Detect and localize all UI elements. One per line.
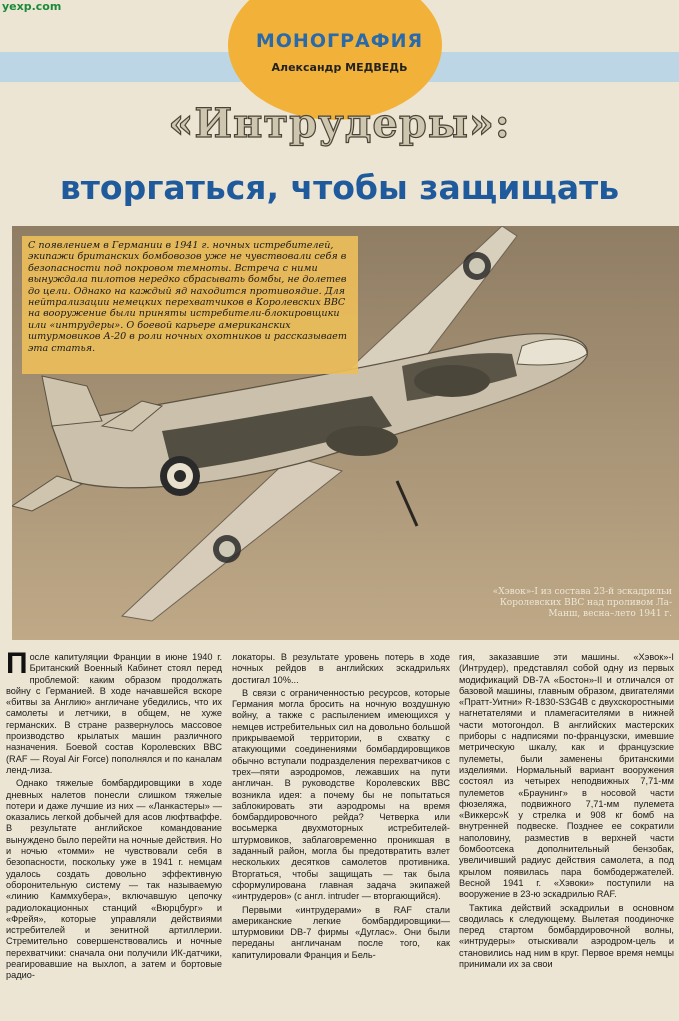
- paragraph: гия, заказавшие эти машины. «Хэвок»-I (Интрудер), представлял собой одну из первых модификаций DB-7A «Бостон»-II и отличался от базовой машины, главным образом, двигателями «Пратт-Уитни» R-1830-S3G4B с двухскоростными нагнетателями и пламегасителями в нижней части мотогондол. В английских мастерских приборы с надписями по-французски, имевшие метрическую шкалу, как и французские пулеметы, были заменены британскими изделиями. Нормальный вариант вооружения состоял из четырех неподвижных 7,71-мм пулеметов «Браунинг» в носовой части фюзеляжа, подвижного 7,71-мм пулемета «Виккерс»К у стрелка и 908 кг бомб на внутренней подвеске. Позднее ее сократили наполовину, разместив в верхней части бомбоотсека дополнительный бензобак, увеличивший радиус действия самолета, а под крылом появилась пара бомбодержателей. Весной 1941 г. «Хэвоки» поступили на вооружение в 23-ю эскадрилью RAF.: [459, 652, 674, 900]
- paragraph: Тактика действий эскадрильи в основном сводилась к следующему. Вылетая поодиночке перед стартом бомбардировочной волны, «интрудеры» отыскивали аэродром-цель и становились над ним в круг. Первое время немцы принимали их за свои: [459, 902, 674, 970]
- watermark: yexp.com: [2, 0, 62, 13]
- page-title: «Интрудеры»:: [168, 100, 511, 147]
- drop-cap: П: [6, 647, 28, 680]
- rubric-label: МОНОГРАФИЯ: [255, 30, 424, 52]
- photo-caption: «Хэвок»-I из состава 23-й эскадрильи Королевских ВВС над проливом Ла-Манш, весна–лето 1941 г.: [492, 587, 672, 619]
- paragraph: После капитуляции Франции в июне 1940 г. Британский Военный Кабинет стоял перед проблемой: каким образом продолжать войну с Германией. В ходе начавшейся вскоре «битвы за Англию» англичане убедились, что их самолеты и летчики, в общем, не хуже германских. В стране развернулось массовое производство крылатых машин различного назначения. Боевой состав Королевских ВВС (RAF — Royal Air Force) пополнялся и по каналам ленд-лиза.: [6, 647, 222, 775]
- author-name: Александр МЕДВЕДЬ: [271, 61, 408, 74]
- paragraph: локаторы. В результате уровень потерь в ходе ночных рейдов в английских эскадрильях достигал 10%...: [232, 652, 450, 685]
- paragraph: В связи с ограниченностью ресурсов, которые Германия могла бросить на ночную воздушную войну, а также с распылением имеющихся у немцев истребительных сил на довольно большой прикрываемой территории, в схватку с атакующими соединениями бомбардировщиков обычно вступали подразделения перехватчиков с трех—пяти аэродромов, лежавших на пути англичан. В руководстве Королевских ВВС возникла идея: а почему бы не попытаться заблокировать эти аэродромы на время бомбардировочного рейда? Четверка или восьмерка двухмоторных истребителей-штурмовиков, заблаговременно проникшая в заданный район, могла бы предотвратить взлет нескольких десятков самолетов противника. Вторгаться, чтобы защищать — так была сформулирована главная задача экипажей «интрудеров» (с англ. intruder — вторгающийся).: [232, 687, 450, 902]
- page-subtitle: вторгаться, чтобы защищать: [59, 168, 620, 207]
- paragraph: Первыми «интрудерами» в RAF стали американские легкие бомбардировщики—штурмовики DB-7 фирмы «Дуглас». Они были переданы англичанам после того, как капитулировали Франция и Бель-: [232, 904, 450, 960]
- article-column-2: [232, 652, 450, 963]
- paragraph: Однако тяжелые бомбардировщики в ходе дневных налетов понесли слишком тяжелые потери и даже лучшие из них — «Ланкастеры» — оказались легкой добычей для асов люфтваффе. В результате английское командование вынуждено было перейти на ночные действия. Но и ночью «томми» не чувствовали себя в безопасности, поскольку уже в 1941 г. немцам удалось создать довольно эффективную оборонительную систему — так называемую «линию Каммхубера», включавшую цепочку радиолокационных станций «Вюрцбург» и «Фрейя», которые управляли действиями истребителей и зенитной артиллерии. Стремительно совершенствовались и ночные перехватчики: сначала они получили ИК-датчики, реагировавшие на выхлоп, а затем и бортовые радио-: [6, 778, 223, 981]
- article-column-1: [6, 647, 223, 984]
- article-column-3: [459, 652, 674, 972]
- intro-text: С появлением в Германии в 1941 г. ночных истребителей, экипажи британских бомбовозов уже не чувствовали себя в безопасности под покровом темноты. Встреча с ними вынуждала пилотов нередко сбрасывать бомбы, не долетев до цели. Однако на каждый яд находится противоядие. Для нейтрализации немецких перехватчиков в Королевских ВВС на вооружение были приняты истребители-блокировщики или «интрудеры». О боевой карьере американских штурмовиков А-20 в роли ночных охотников и рассказывает эта статья.: [22, 236, 358, 374]
